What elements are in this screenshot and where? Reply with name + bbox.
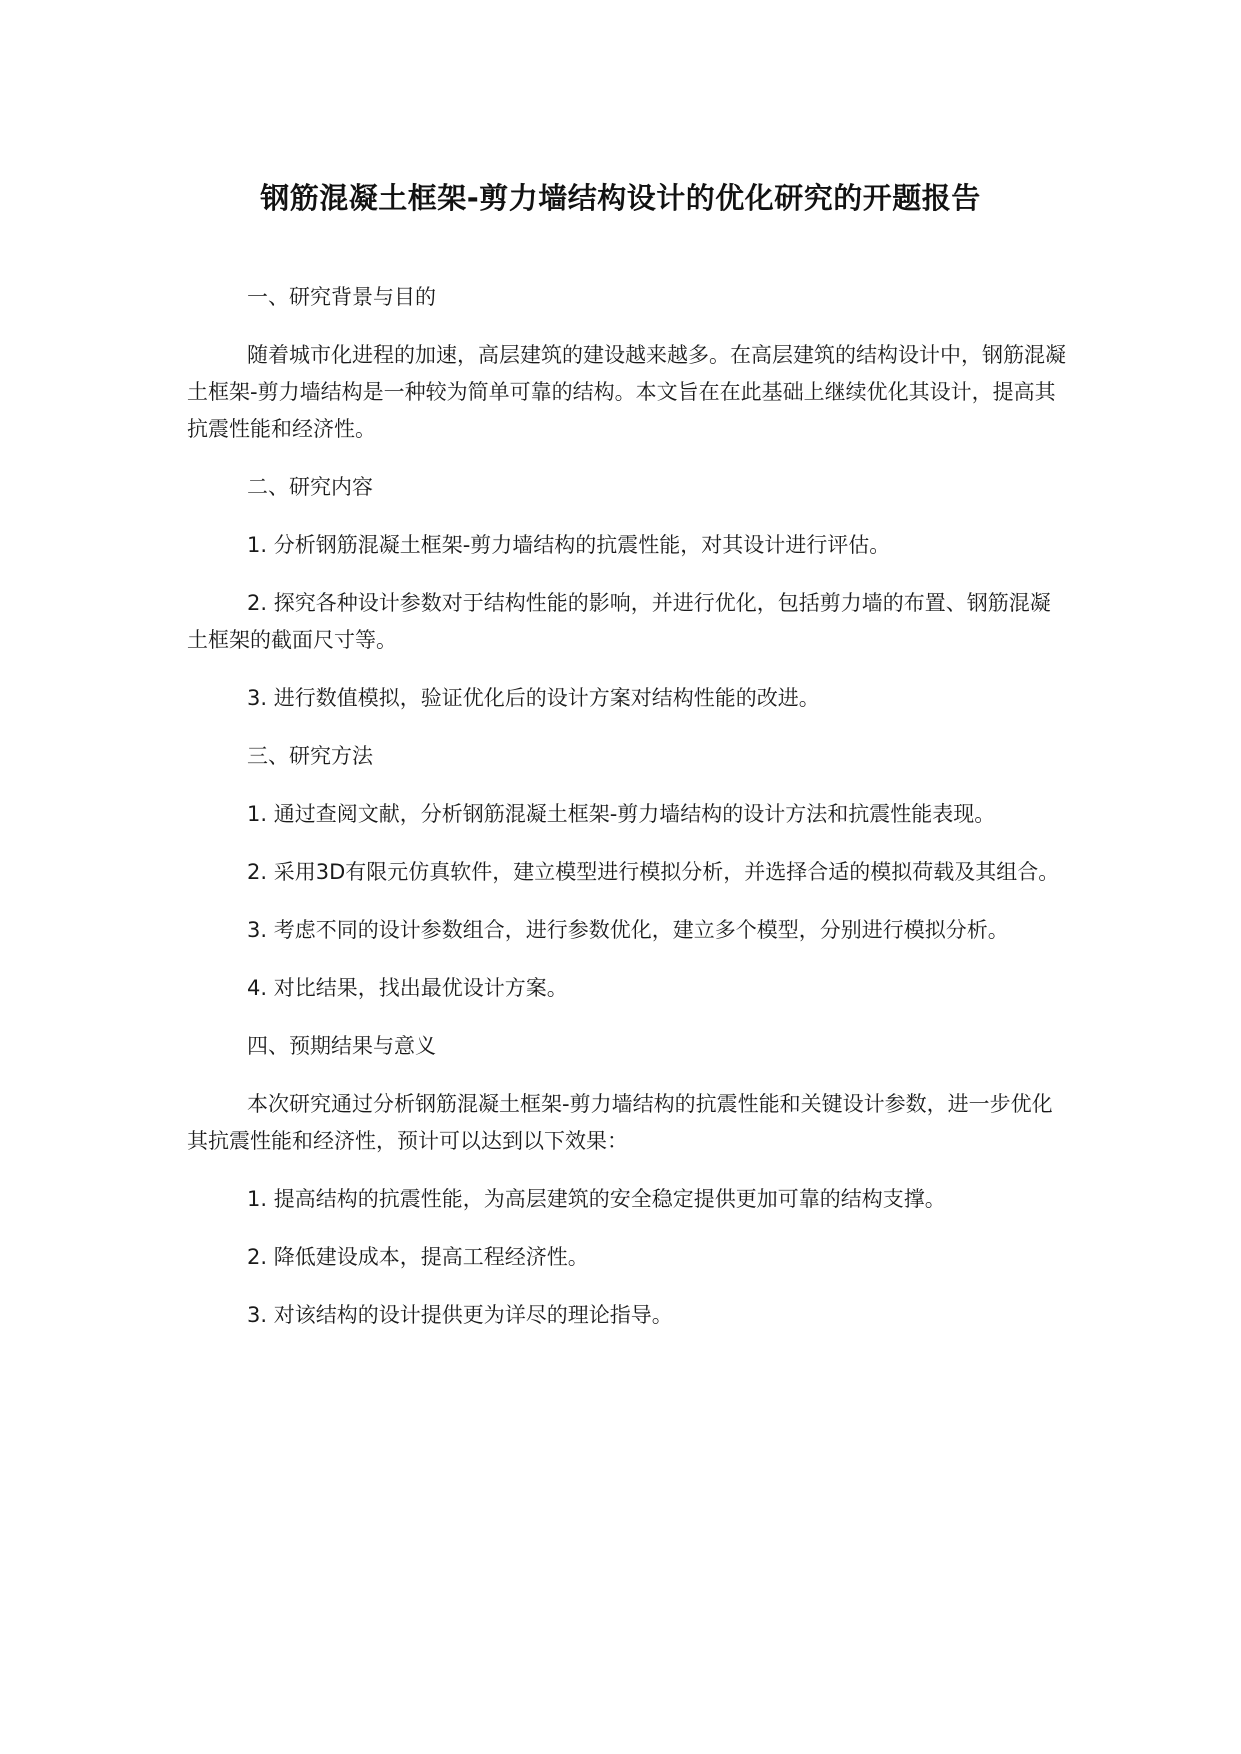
list-item: 3. 考虑不同的设计参数组合，进行参数优化，建立多个模型，分别进行模拟分析。 xyxy=(247,918,1009,942)
list-item: 2. 采用3D有限元仿真软件，建立模型进行模拟分析，并选择合适的模拟荷载及其组合。 xyxy=(247,860,1060,884)
list-item: 2. 探究各种设计参数对于结构性能的影响，并进行优化，包括剪力墙的布置、钢筋混凝土框架的截面尺寸等。 xyxy=(187,591,1051,652)
list-item: 1. 通过查阅文献，分析钢筋混凝土框架-剪力墙结构的设计方法和抗震性能表现。 xyxy=(247,802,996,826)
list-item: 3. 对该结构的设计提供更为详尽的理论指导。 xyxy=(247,1303,673,1327)
section-expected-results xyxy=(187,1028,1067,1334)
section-content xyxy=(187,469,1067,717)
document-body xyxy=(187,279,1067,1355)
section-background xyxy=(187,279,1067,448)
paragraph: 随着城市化进程的加速，高层建筑的建设越来越多。在高层建筑的结构设计中，钢筋混凝土框架-剪力墙结构是一种较为简单可靠的结构。本文旨在在此基础上继续优化其设计，提高其抗震性能和经济性。 xyxy=(187,343,1066,441)
list-item: 1. 提高结构的抗震性能，为高层建筑的安全稳定提供更加可靠的结构支撑。 xyxy=(247,1187,946,1211)
section-heading: 三、研究方法 xyxy=(247,744,373,768)
document-title: 钢筋混凝土框架-剪力墙结构设计的优化研究的开题报告 xyxy=(260,181,981,215)
list-item: 4. 对比结果，找出最优设计方案。 xyxy=(247,976,568,1000)
list-item: 2. 降低建设成本，提高工程经济性。 xyxy=(247,1245,589,1269)
section-methods xyxy=(187,738,1067,1007)
section-heading: 二、研究内容 xyxy=(247,475,373,499)
list-item: 1. 分析钢筋混凝土框架-剪力墙结构的抗震性能，对其设计进行评估。 xyxy=(247,533,891,557)
section-heading: 四、预期结果与意义 xyxy=(247,1034,436,1058)
section-heading: 一、研究背景与目的 xyxy=(247,285,436,309)
list-item: 3. 进行数值模拟，验证优化后的设计方案对结构性能的改进。 xyxy=(247,686,820,710)
paragraph: 本次研究通过分析钢筋混凝土框架-剪力墙结构的抗震性能和关键设计参数，进一步优化其抗震性能和经济性，预计可以达到以下效果： xyxy=(187,1092,1053,1153)
